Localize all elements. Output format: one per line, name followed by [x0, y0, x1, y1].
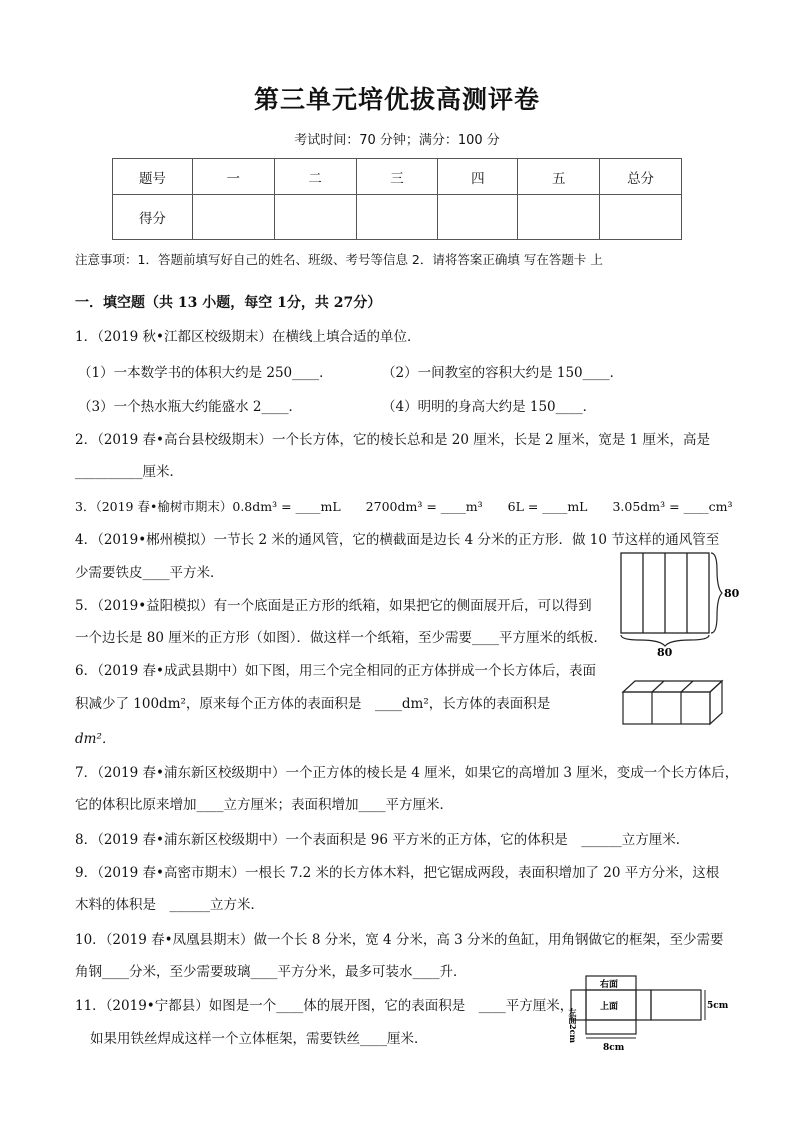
question-11-cont: 如果用铁丝焊成这样一个立体框架，需要铁丝____厘米．	[90, 1031, 428, 1047]
score-header-cell: 四	[438, 159, 518, 195]
question-10-cont: 角钢____分米，至少需要玻璃____平方分米，最多可装水____升．	[75, 964, 467, 980]
question-9-cont: 木料的体积是 ______立方米．	[75, 897, 264, 913]
net-top-label: 右面	[600, 980, 619, 990]
cuboid-net-figure	[563, 972, 729, 1058]
box-net-bottom-label: 80	[657, 646, 673, 659]
score-header-cell: 一	[192, 159, 274, 195]
question-6: 6．（2019 春•成武县期中）如下图，用三个完全相同的正方体拼成一个长方体后，表面	[75, 663, 596, 679]
score-cell[interactable]	[600, 195, 682, 240]
question-2-cont: __________厘米．	[75, 464, 183, 480]
cubes-figure	[620, 678, 725, 732]
net-left-label: 左面	[568, 1008, 578, 1024]
score-cell[interactable]	[518, 195, 600, 240]
question-10: 10．（2019 春•凤凰县期末）做一个长 8 分米，宽 4 分米，高 3 分米的鱼缸，用角钢做它的框架，至少需要	[75, 932, 724, 948]
question-8: 8．（2019 春•浦东新区校级期中）一个表面积是 96 平方米的正方体，它的体积是 ______立方厘米．	[75, 832, 690, 848]
score-cell[interactable]	[274, 195, 356, 240]
score-header-cell: 三	[356, 159, 438, 195]
question-2: 2．（2019 春•高台县校级期末）一个长方体，它的棱长总和是 20 厘米，长是 2 厘米，宽是 1 厘米，高是	[75, 432, 711, 448]
exam-info: 考试时间：70 分钟；满分：100 分	[294, 133, 500, 148]
notice-text: 注意事项：1．答题前填写好自己的姓名、班级、考号等信息 2．请将答案正确填 写在答题卡 上	[75, 252, 603, 267]
question-5: 5．（2019•益阳模拟）有一个底面是正方形的纸箱，如果把它的侧面展开后，可以得到	[75, 598, 592, 614]
score-row-label: 得分	[113, 195, 193, 240]
question-9: 9．（2019 春•高密市期末）一根长 7.2 米的长方体木料，把它锯成两段，表面积增加了 20 平方分米，这根	[75, 865, 720, 881]
question-5-cont: 一个边长是 80 厘米的正方形（如图）．做这样一个纸箱，至少需要____平方厘米的纸板．	[75, 630, 608, 646]
score-table	[112, 158, 682, 240]
score-header-cell: 题号	[113, 159, 193, 195]
net-left-dim: 2cm	[568, 1024, 578, 1043]
question-4-cont: 少需要铁皮____平方米．	[75, 565, 224, 581]
question-1-part-2: （2）一间教室的容积大约是 150____．	[382, 365, 624, 381]
section-heading: 一．填空题（共 13 小题，每空 1分，共 27分）	[75, 295, 382, 311]
page-title: 第三单元培优拔高测评卷	[253, 85, 540, 114]
question-1-part-1: （1）一本数学书的体积大约是 250____．	[78, 365, 333, 381]
score-header-cell: 五	[518, 159, 600, 195]
question-7-cont: 它的体积比原来增加____立方厘米；表面积增加____平方厘米．	[75, 797, 453, 813]
question-4: 4．（2019•郴州模拟）一节长 2 米的通风管，它的横截面是边长 4 分米的正方形．做 10 节这样的通风管至	[75, 532, 720, 548]
score-header-cell: 总分	[600, 159, 682, 195]
score-header-cell: 二	[274, 159, 356, 195]
question-3: 3．（2019 春•榆树市期末）0.8dm³ = ____mL 2700dm³ = ____m³ 6L = ____mL 3.05dm³ = ____cm³	[75, 499, 733, 514]
question-1-part-3: （3）一个热水瓶大约能盛水 2____．	[78, 399, 302, 415]
net-center-label: 上面	[600, 1002, 619, 1012]
score-cell[interactable]	[192, 195, 274, 240]
box-net-figure	[618, 548, 738, 662]
net-bottom-dim: 8cm	[603, 1043, 625, 1053]
net-right-dim: 5cm	[707, 1001, 729, 1011]
score-cell[interactable]	[438, 195, 518, 240]
question-7: 7．（2019 春•浦东新区校级期中）一个正方体的棱长是 4 厘米，如果它的高增加 3 厘米，变成一个长方体后，	[75, 765, 739, 781]
box-net-side-label: 80	[724, 587, 740, 600]
question-6-cont: 积减少了 100dm²，原来每个正方体的表面积是 ____dm²，长方体的表面积是	[75, 696, 551, 712]
question-11: 11．（2019•宁都县）如图是一个____体的展开图，它的表面积是 ____平方厘米，	[75, 998, 574, 1014]
question-6-unit: dm²．	[75, 731, 116, 747]
question-1: 1．（2019 秋•江都区校级期末）在横线上填合适的单位．	[75, 329, 421, 345]
score-cell[interactable]	[356, 195, 438, 240]
question-1-part-4: （4）明明的身高大约是 150____．	[382, 399, 597, 415]
